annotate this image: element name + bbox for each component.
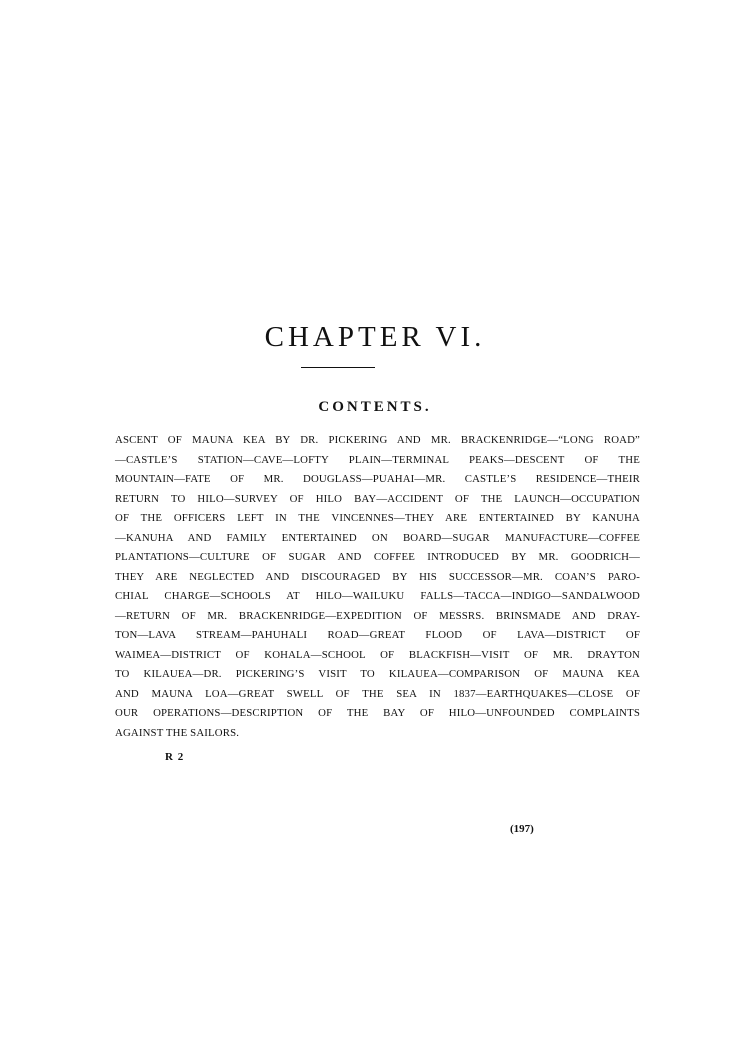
contents-line: CHIAL CHARGE—SCHOOLS AT HILO—WAILUKU FALLS—TACCA—INDIGO—SANDALWOOD — [115, 590, 640, 602]
contents-heading: CONTENTS. — [318, 399, 432, 415]
contents-line: ASCENT OF MAUNA KEA BY DR. PICKERING AND MR. BRACKENRIDGE—“LONG ROAD” — [115, 434, 640, 446]
contents-line: TON—LAVA STREAM—PAHUHALI ROAD—GREAT FLOOD OF LAVA—DISTRICT OF — [115, 629, 640, 641]
contents-line: OUR OPERATIONS—DESCRIPTION OF THE BAY OF HILO—UNFOUNDED COMPLAINTS — [115, 707, 640, 719]
contents-line: THEY ARE NEGLECTED AND DISCOURAGED BY HIS SUCCESSOR—MR. COAN’S PARO- — [115, 570, 640, 583]
page-number: (197) — [510, 823, 534, 835]
title-divider — [301, 367, 375, 368]
chapter-title: CHAPTER VI. — [264, 321, 486, 354]
contents-line: TO KILAUEA—DR. PICKERING’S VISIT TO KILAUEA—COMPARISON OF MAUNA KEA — [115, 668, 640, 680]
contents-line: MOUNTAIN—FATE OF MR. DOUGLASS—PUAHAI—MR. CASTLE’S RESIDENCE—THEIR — [115, 473, 640, 485]
contents-line: AND MAUNA LOA—GREAT SWELL OF THE SEA IN 1837—EARTHQUAKES—CLOSE OF — [115, 687, 640, 700]
contents-line: OF THE OFFICERS LEFT IN THE VINCENNES—THEY ARE ENTERTAINED BY KANUHA — [115, 512, 640, 524]
signature-mark: R 2 — [165, 751, 185, 763]
contents-line: WAIMEA—DISTRICT OF KOHALA—SCHOOL OF BLACKFISH—VISIT OF MR. DRAYTON — [115, 648, 640, 661]
contents-line: PLANTATIONS—CULTURE OF SUGAR AND COFFEE INTRODUCED BY MR. GOODRICH— — [115, 551, 640, 563]
contents-line: AGAINST THE SAILORS. — [115, 726, 240, 739]
contents-line: —KANUHA AND FAMILY ENTERTAINED ON BOARD—SUGAR MANUFACTURE—COFFEE — [115, 531, 640, 544]
contents-summary — [115, 431, 640, 743]
contents-line: —CASTLE’S STATION—CAVE—LOFTY PLAIN—TERMINAL PEAKS—DESCENT OF THE — [115, 453, 640, 466]
contents-line: —RETURN OF MR. BRACKENRIDGE—EXPEDITION OF MESSRS. BRINSMADE AND DRAY- — [115, 609, 640, 622]
contents-line: RETURN TO HILO—SURVEY OF HILO BAY—ACCIDENT OF THE LAUNCH—OCCUPATION — [115, 492, 640, 505]
